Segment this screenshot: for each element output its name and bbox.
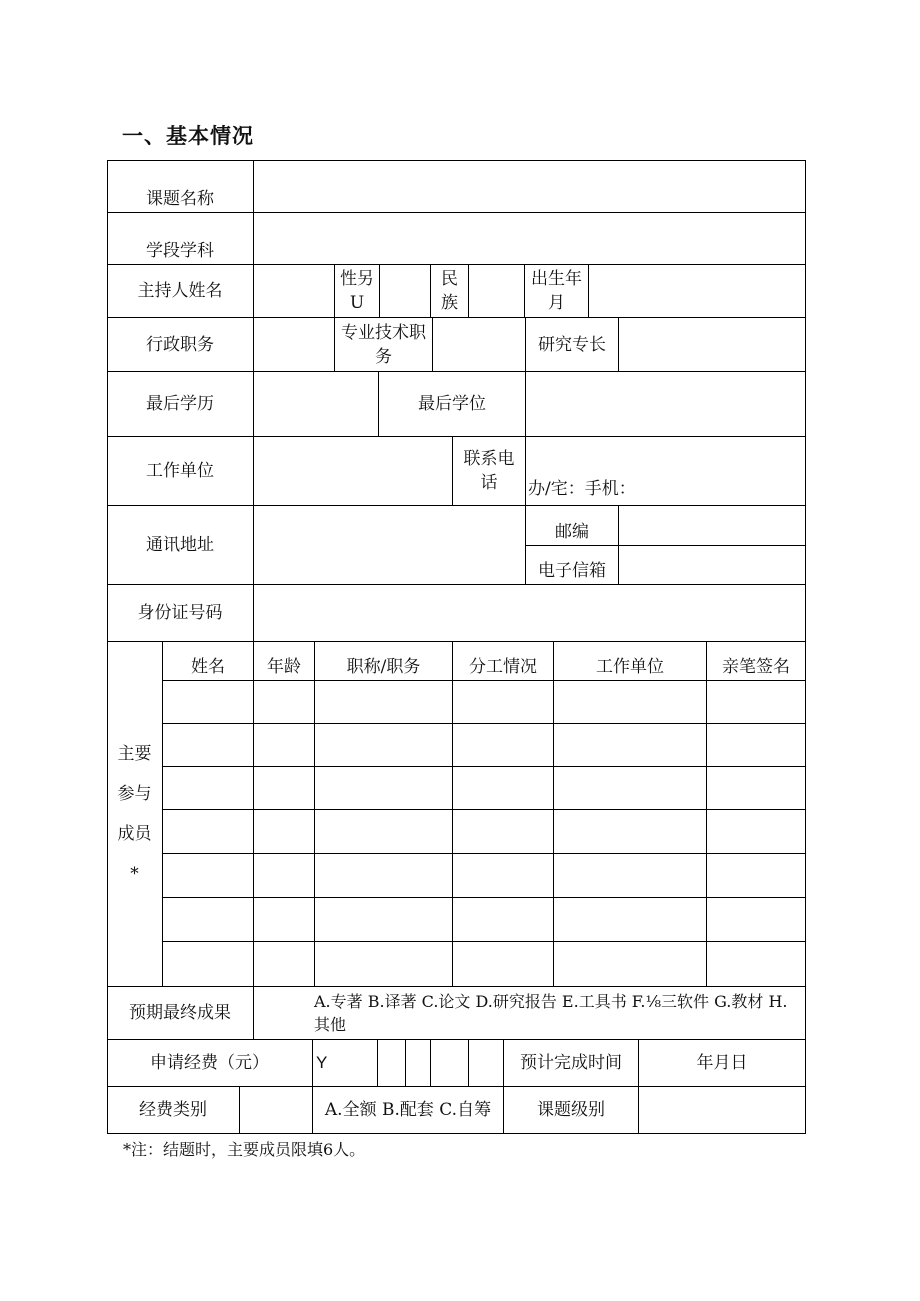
- member-role-cell[interactable]: [453, 942, 554, 987]
- members-header-title: 职称/职务: [315, 642, 453, 681]
- label-ethnicity: [431, 265, 469, 318]
- last-degree-field[interactable]: [526, 372, 806, 437]
- birth-field[interactable]: [589, 265, 806, 318]
- label-expected-result: 预期最终成果: [107, 987, 254, 1040]
- label-project-level: 课题级别: [504, 1087, 639, 1134]
- label-tech-post: [335, 318, 433, 372]
- members-side-line: 主要: [117, 744, 152, 764]
- footnote: *注：结题时，主要成员限填6人。: [123, 1140, 366, 1159]
- member-title-cell[interactable]: [315, 767, 453, 810]
- fund-digit-field[interactable]: [406, 1040, 431, 1087]
- member-age-cell[interactable]: [254, 767, 315, 810]
- member-name-cell[interactable]: [163, 724, 254, 767]
- result-options[interactable]: A.专著 B.译著 C.论文 D.研究报告 E.工具书 F.⅛三软件 G.教材 H.其他: [254, 987, 806, 1040]
- member-age-cell[interactable]: [254, 810, 315, 854]
- label-host-name: 主持人姓名: [107, 265, 254, 318]
- label-tech-post-line2: 务: [375, 346, 392, 367]
- project-level-field[interactable]: [639, 1087, 806, 1134]
- label-stage-subject: 学段学科: [107, 213, 254, 265]
- section-heading: 一、基本情况: [122, 124, 254, 148]
- label-ethnicity-line1: 民: [441, 269, 458, 289]
- member-title-cell[interactable]: [315, 898, 453, 942]
- label-last-degree: 最后学位: [379, 372, 526, 437]
- address-field[interactable]: [254, 506, 526, 585]
- label-postcode: 邮编: [526, 506, 619, 546]
- id-number-field[interactable]: [254, 585, 806, 642]
- research-specialty-field[interactable]: [619, 318, 806, 372]
- member-name-cell[interactable]: [163, 767, 254, 810]
- member-signature-cell[interactable]: [707, 681, 806, 724]
- member-title-cell[interactable]: [315, 942, 453, 987]
- label-birth-line2: 月: [548, 293, 565, 313]
- gender-field[interactable]: [380, 265, 431, 318]
- members-header-signature: 亲笔签名: [707, 642, 806, 681]
- members-side-line: 参与: [117, 784, 152, 804]
- member-age-cell[interactable]: [254, 898, 315, 942]
- members-header-age: 年龄: [254, 642, 315, 681]
- label-gender-line2: U: [349, 293, 365, 313]
- label-gender-line1: 性另: [340, 269, 374, 289]
- member-signature-cell[interactable]: [707, 854, 806, 898]
- last-education-field[interactable]: [254, 372, 379, 437]
- fund-symbol: Y: [313, 1040, 378, 1087]
- member-age-cell[interactable]: [254, 681, 315, 724]
- tech-post-field[interactable]: [433, 318, 526, 372]
- members-header-unit: 工作单位: [554, 642, 707, 681]
- member-signature-cell[interactable]: [707, 767, 806, 810]
- member-signature-cell[interactable]: [707, 810, 806, 854]
- label-contact-phone: [453, 437, 526, 506]
- label-birth-line1: 出生年: [531, 269, 582, 289]
- label-contact-phone-line1: 联系电: [463, 449, 515, 469]
- label-ethnicity-line2: 族: [441, 293, 458, 313]
- member-unit-cell[interactable]: [554, 724, 707, 767]
- member-title-cell[interactable]: [315, 724, 453, 767]
- label-tech-post-line1: 专业技术职: [341, 322, 426, 343]
- label-address: 通讯地址: [107, 506, 254, 585]
- work-unit-field[interactable]: [254, 437, 453, 506]
- member-signature-cell[interactable]: [707, 942, 806, 987]
- member-age-cell[interactable]: [254, 942, 315, 987]
- contact-phone-field[interactable]: 办/宅：手机：: [526, 437, 806, 506]
- label-work-unit: 工作单位: [107, 437, 254, 506]
- fund-digit-field[interactable]: [469, 1040, 504, 1087]
- member-age-cell[interactable]: [254, 854, 315, 898]
- stage-subject-field[interactable]: [254, 213, 806, 265]
- members-side-line: 成员: [117, 824, 152, 844]
- member-unit-cell[interactable]: [554, 854, 707, 898]
- member-role-cell[interactable]: [453, 854, 554, 898]
- label-gender: [335, 265, 380, 318]
- member-name-cell[interactable]: [163, 681, 254, 724]
- admin-post-field[interactable]: [254, 318, 335, 372]
- member-unit-cell[interactable]: [554, 767, 707, 810]
- members-header-name: 姓名: [163, 642, 254, 681]
- label-research-specialty: 研究专长: [526, 318, 619, 372]
- project-name-field[interactable]: [254, 160, 806, 213]
- member-signature-cell[interactable]: [707, 724, 806, 767]
- member-role-cell[interactable]: [453, 724, 554, 767]
- label-last-education: 最后学历: [107, 372, 254, 437]
- postcode-field[interactable]: [619, 506, 806, 546]
- member-role-cell[interactable]: [453, 681, 554, 724]
- ethnicity-field[interactable]: [469, 265, 525, 318]
- fund-category-field[interactable]: [240, 1087, 313, 1134]
- member-title-cell[interactable]: [315, 854, 453, 898]
- host-name-field[interactable]: [254, 265, 335, 318]
- member-unit-cell[interactable]: [554, 898, 707, 942]
- member-title-cell[interactable]: [315, 681, 453, 724]
- member-title-cell[interactable]: [315, 810, 453, 854]
- members-side-line: *: [130, 864, 139, 884]
- member-role-cell[interactable]: [453, 898, 554, 942]
- member-unit-cell[interactable]: [554, 942, 707, 987]
- member-name-cell[interactable]: [163, 898, 254, 942]
- fund-options[interactable]: A.全额 B.配套 C.自筹: [313, 1087, 504, 1134]
- label-fund-category: 经费类别: [107, 1087, 240, 1134]
- label-fund-apply: 申请经费（元）: [107, 1040, 313, 1087]
- member-name-cell[interactable]: [163, 810, 254, 854]
- members-side-label: [107, 642, 163, 987]
- member-unit-cell[interactable]: [554, 810, 707, 854]
- member-name-cell[interactable]: [163, 942, 254, 987]
- label-project-name: 课题名称: [107, 160, 254, 213]
- label-email: 电子信箱: [526, 546, 619, 585]
- label-birth: [525, 265, 589, 318]
- fund-digit-field[interactable]: [378, 1040, 406, 1087]
- member-name-cell[interactable]: [163, 854, 254, 898]
- label-id-number: 身份证号码: [107, 585, 254, 642]
- email-field[interactable]: [619, 546, 806, 585]
- member-unit-cell[interactable]: [554, 681, 707, 724]
- label-contact-phone-line2: 话: [480, 473, 498, 493]
- label-admin-post: 行政职务: [107, 318, 254, 372]
- member-role-cell[interactable]: [453, 767, 554, 810]
- expected-finish-field[interactable]: 年月日: [639, 1040, 806, 1087]
- label-expected-finish: 预计完成时间: [504, 1040, 639, 1087]
- fund-digit-field[interactable]: [431, 1040, 469, 1087]
- member-role-cell[interactable]: [453, 810, 554, 854]
- member-signature-cell[interactable]: [707, 898, 806, 942]
- members-header-role: 分工情况: [453, 642, 554, 681]
- member-age-cell[interactable]: [254, 724, 315, 767]
- basic-info-form: [107, 160, 806, 1134]
